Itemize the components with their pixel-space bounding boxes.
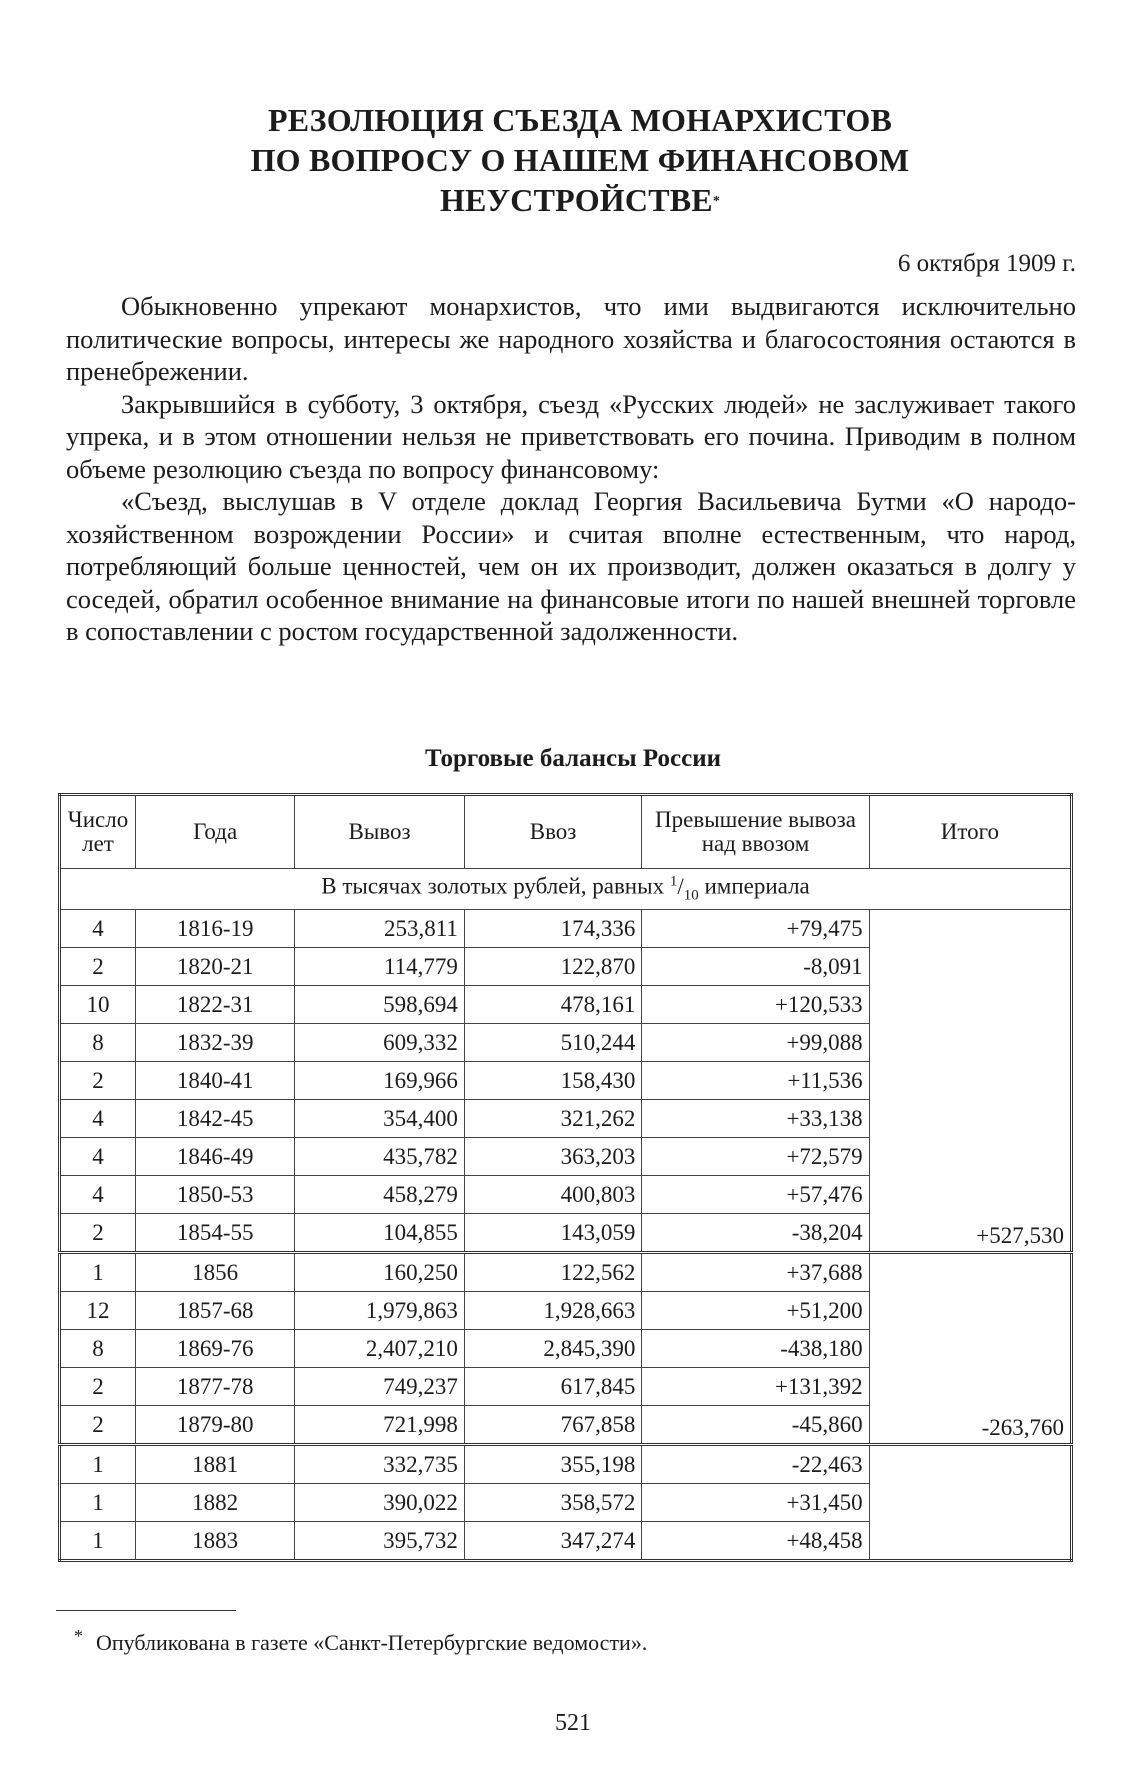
- cell-export: 160,250: [295, 1253, 465, 1292]
- cell-years-count: 2: [60, 1368, 136, 1406]
- cell-excess: +11,536: [642, 1062, 869, 1100]
- cell-export: 721,998: [295, 1406, 465, 1445]
- cell-excess: +57,476: [642, 1176, 869, 1214]
- cell-years: 1820-21: [135, 948, 294, 986]
- cell-excess: -45,860: [642, 1406, 869, 1445]
- cell-years: 1832-39: [135, 1024, 294, 1062]
- cell-years: 1883: [135, 1522, 294, 1561]
- title-line: ПО ВОПРОСУ О НАШЕМ ФИНАНСОВОМ: [250, 142, 910, 178]
- cell-excess: +99,088: [642, 1024, 869, 1062]
- col-header-export: Вывоз: [295, 795, 465, 869]
- cell-years-count: 4: [60, 1138, 136, 1176]
- col-header-total: Итого: [869, 795, 1071, 869]
- cell-import: 617,845: [464, 1368, 641, 1406]
- title-line: РЕЗОЛЮЦИЯ СЪЕЗДА МОНАРХИСТОВ: [267, 102, 892, 138]
- table-row: [60, 1445, 1072, 1484]
- cell-excess: +48,458: [642, 1522, 869, 1561]
- cell-excess: +120,533: [642, 986, 869, 1024]
- cell-import: 347,274: [464, 1522, 641, 1561]
- cell-group-total: -263,760: [869, 1253, 1071, 1445]
- header-row: [60, 795, 1072, 869]
- cell-import: 363,203: [464, 1138, 641, 1176]
- cell-export: 169,966: [295, 1062, 465, 1100]
- cell-years-count: 1: [60, 1484, 136, 1522]
- cell-years: 1879-80: [135, 1406, 294, 1445]
- cell-import: 122,870: [464, 948, 641, 986]
- paragraph: Обыкновенно упрекают монархистов, что ими выдвигаются исключительно политические вопросы, интересы же народного хозяйства и благосостояния остаются в пренебрежении.: [66, 291, 1076, 386]
- cell-export: 332,735: [295, 1445, 465, 1484]
- col-header-years-count: Число лет: [60, 795, 136, 869]
- cell-years-count: 1: [60, 1445, 136, 1484]
- col-header-years: Года: [135, 795, 294, 869]
- cell-export: 749,237: [295, 1368, 465, 1406]
- cell-import: 174,336: [464, 910, 641, 948]
- cell-years-count: 4: [60, 910, 136, 948]
- cell-import: 510,244: [464, 1024, 641, 1062]
- paragraph: Закрывшийся в субботу, 3 октября, съезд «Русских людей» не заслуживает такого упрека, и в этом отношении нельзя не приветствовать его почина. Приводим в полном объеме резолюцию съезда по вопросу финансовому:: [66, 388, 1076, 484]
- footnote-mark: *: [74, 1626, 83, 1646]
- cell-years: 1869-76: [135, 1330, 294, 1368]
- table-title: Торговые балансы России: [424, 745, 722, 772]
- cell-years: 1846-49: [135, 1138, 294, 1176]
- footnote-mark: *: [712, 194, 721, 209]
- cell-excess: +33,138: [642, 1100, 869, 1138]
- cell-export: 2,407,210: [295, 1330, 465, 1368]
- cell-years-count: 2: [60, 1214, 136, 1253]
- cell-years-count: 2: [60, 1062, 136, 1100]
- cell-export: 1,979,863: [295, 1292, 465, 1330]
- unit-note-row: [60, 869, 1072, 910]
- cell-years-count: 8: [60, 1024, 136, 1062]
- cell-export: 598,694: [295, 986, 465, 1024]
- cell-years: 1882: [135, 1484, 294, 1522]
- cell-years-count: 10: [60, 986, 136, 1024]
- cell-years: 1854-55: [135, 1214, 294, 1253]
- page-number: 521: [555, 1710, 591, 1736]
- cell-export: 458,279: [295, 1176, 465, 1214]
- cell-years-count: 2: [60, 1406, 136, 1445]
- document-date: 6 октября 1909 г.: [897, 250, 1076, 277]
- footnote-divider: [56, 1610, 236, 1611]
- body-text: [66, 290, 1076, 648]
- table-row: [60, 910, 1072, 948]
- cell-excess: +79,475: [642, 910, 869, 948]
- cell-excess: -8,091: [642, 948, 869, 986]
- cell-import: 2,845,390: [464, 1330, 641, 1368]
- col-header-excess: Превышение вывоза над ввозом: [642, 795, 869, 869]
- cell-group-total: +527,530: [869, 910, 1071, 1253]
- col-header-import: Ввоз: [464, 795, 641, 869]
- cell-excess: +131,392: [642, 1368, 869, 1406]
- title-line: НЕУСТРОЙСТВЕ*: [439, 182, 721, 218]
- footnote-text: Опубликована в газете «Санкт-Петербургские ведомости».: [96, 1630, 648, 1655]
- cell-years: 1881: [135, 1445, 294, 1484]
- cell-export: 104,855: [295, 1214, 465, 1253]
- cell-excess: +31,450: [642, 1484, 869, 1522]
- table-row: [60, 1253, 1072, 1292]
- cell-import: 355,198: [464, 1445, 641, 1484]
- cell-years-count: 2: [60, 948, 136, 986]
- cell-years-count: 4: [60, 1100, 136, 1138]
- trade-balance-table: [58, 793, 1073, 1562]
- cell-excess: -38,204: [642, 1214, 869, 1253]
- cell-import: 767,858: [464, 1406, 641, 1445]
- cell-export: 609,332: [295, 1024, 465, 1062]
- footnote: [74, 1626, 648, 1656]
- cell-import: 321,262: [464, 1100, 641, 1138]
- cell-export: 390,022: [295, 1484, 465, 1522]
- cell-excess: -22,463: [642, 1445, 869, 1484]
- cell-years: 1850-53: [135, 1176, 294, 1214]
- cell-export: 395,732: [295, 1522, 465, 1561]
- cell-years: 1840-41: [135, 1062, 294, 1100]
- document-title: [120, 100, 1040, 220]
- cell-years: 1842-45: [135, 1100, 294, 1138]
- cell-years: 1877-78: [135, 1368, 294, 1406]
- cell-excess: +51,200: [642, 1292, 869, 1330]
- cell-excess: +72,579: [642, 1138, 869, 1176]
- cell-excess: -438,180: [642, 1330, 869, 1368]
- cell-import: 1,928,663: [464, 1292, 641, 1330]
- unit-note: В тысячах золотых рублей, равных $^1/_{10}$ империала: [60, 869, 1072, 910]
- cell-years: 1857-68: [135, 1292, 294, 1330]
- cell-years-count: 12: [60, 1292, 136, 1330]
- cell-export: 253,811: [295, 910, 465, 948]
- cell-import: 400,803: [464, 1176, 641, 1214]
- cell-years-count: 1: [60, 1253, 136, 1292]
- fraction: $^1/_{10}$: [669, 873, 699, 904]
- cell-import: 143,059: [464, 1214, 641, 1253]
- cell-export: 435,782: [295, 1138, 465, 1176]
- cell-excess: +37,688: [642, 1253, 869, 1292]
- cell-years: 1822-31: [135, 986, 294, 1024]
- cell-export: 114,779: [295, 948, 465, 986]
- cell-export: 354,400: [295, 1100, 465, 1138]
- cell-years-count: 1: [60, 1522, 136, 1561]
- cell-import: 478,161: [464, 986, 641, 1024]
- cell-years-count: 8: [60, 1330, 136, 1368]
- cell-import: 122,562: [464, 1253, 641, 1292]
- cell-years: 1856: [135, 1253, 294, 1292]
- cell-group-total: [869, 1445, 1071, 1561]
- cell-years: 1816-19: [135, 910, 294, 948]
- paragraph: «Съезд, выслушав в V отделе доклад Георгия Васильевича Бутми «О народо-хозяйственном возрождении России» и считая вполне естественным, что народ, потребляющий больше ценностей, чем он их производит, должен оказаться в долгу у соседей, обратил особенное внимание на финансовые итоги по нашей внешней торговле в сопоставлении с ростом государственной задолженности.: [66, 486, 1076, 646]
- cell-import: 358,572: [464, 1484, 641, 1522]
- cell-years-count: 4: [60, 1176, 136, 1214]
- cell-import: 158,430: [464, 1062, 641, 1100]
